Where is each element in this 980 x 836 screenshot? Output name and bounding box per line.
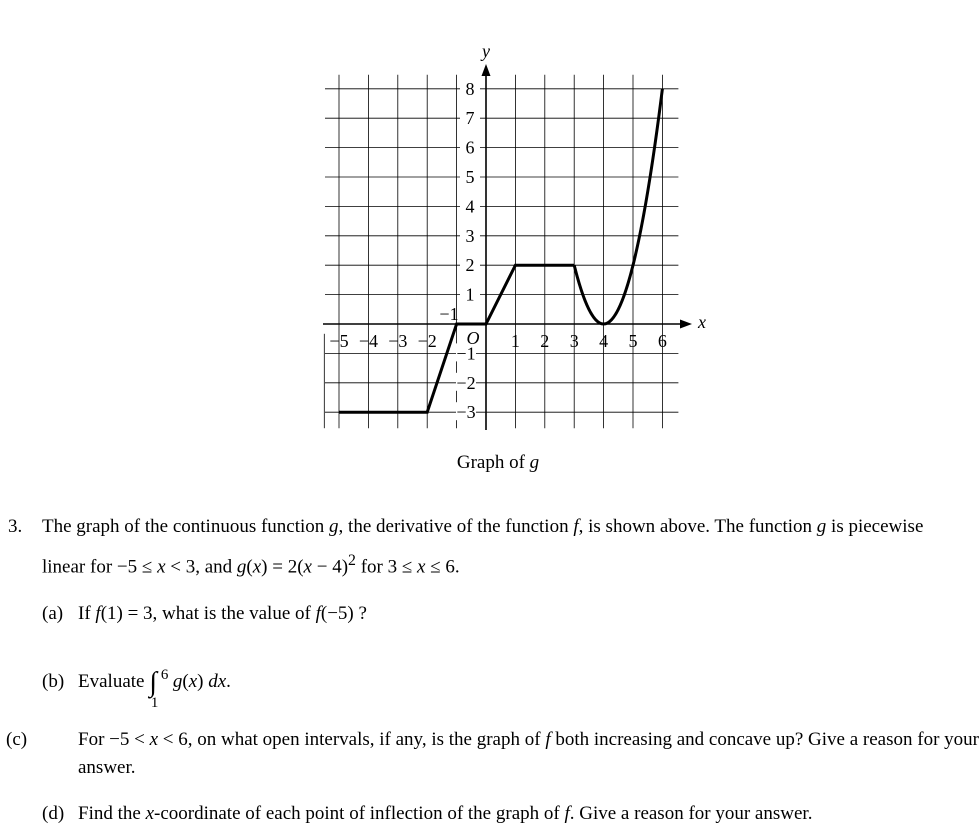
y-tick-label: 1 — [465, 284, 475, 305]
x-tick-label: 2 — [540, 331, 550, 351]
x-axis-label: x — [698, 312, 706, 332]
part-c: (c) For −5 < x < 6, on what open intervals, if any, is the graph of f both increasing and concave up? Give a reason for your answer. — [6, 729, 979, 778]
graph-caption: Graph of g — [456, 452, 540, 473]
y-tick-label: 5 — [465, 167, 475, 187]
y-tick-label: 3 — [465, 225, 475, 246]
extra-minus-one-label: −1 — [439, 304, 459, 324]
x-tick-label: 5 — [628, 331, 638, 351]
problem-number: 3. — [8, 516, 23, 537]
y-tick-label: 2 — [465, 255, 475, 276]
x-tick-label: 4 — [599, 331, 609, 351]
y-tick-label: 6 — [465, 137, 475, 158]
y-tick-label: 7 — [465, 108, 475, 129]
part-d: (d) Find the x-coordinate of each point of inflection of the graph of f. Give a reason for your answer. — [42, 803, 813, 824]
y-axis-label: y — [482, 41, 490, 61]
y-tick-label: 8 — [465, 78, 475, 99]
lower-limit: 1 — [150, 695, 159, 711]
x-tick-label: −4 — [358, 331, 378, 351]
problem-text: The graph of the continuous function g, the derivative of the function f, is shown above. The function g is piecewise linear for −5 ≤ x < 3, and $g(x) = 2(x - 4)^2$ for 3 ≤ x ≤ 6. — [42, 516, 924, 578]
x-tick-label: 1 — [510, 331, 520, 351]
x-tick-label: 3 — [569, 331, 579, 351]
x-tick-label: 6 — [657, 331, 667, 351]
x-tick-label: −5 — [329, 331, 349, 351]
problem-statement — [8, 510, 968, 584]
y-tick-label: −3 — [456, 402, 476, 423]
x-tick-label: −2 — [417, 331, 437, 351]
origin-label: O — [466, 328, 480, 348]
part-b: (b) Evaluate ∫ 6 1 g(x) dx. — [42, 665, 231, 696]
integral-sign: ∫ — [149, 667, 157, 698]
x-axis-arrow — [680, 320, 692, 329]
y-axis-arrow — [482, 64, 491, 76]
tick-labels — [329, 79, 666, 422]
upper-limit: 6 — [160, 667, 169, 683]
y-tick-label: 4 — [465, 196, 475, 217]
grid — [324, 75, 678, 428]
part-a: (a) If f(1) = 3, what is the value of f(−5) ? — [42, 603, 367, 624]
x-tick-label: −3 — [388, 331, 408, 351]
y-tick-label: −1 — [456, 343, 476, 364]
y-tick-label: −2 — [456, 372, 476, 393]
